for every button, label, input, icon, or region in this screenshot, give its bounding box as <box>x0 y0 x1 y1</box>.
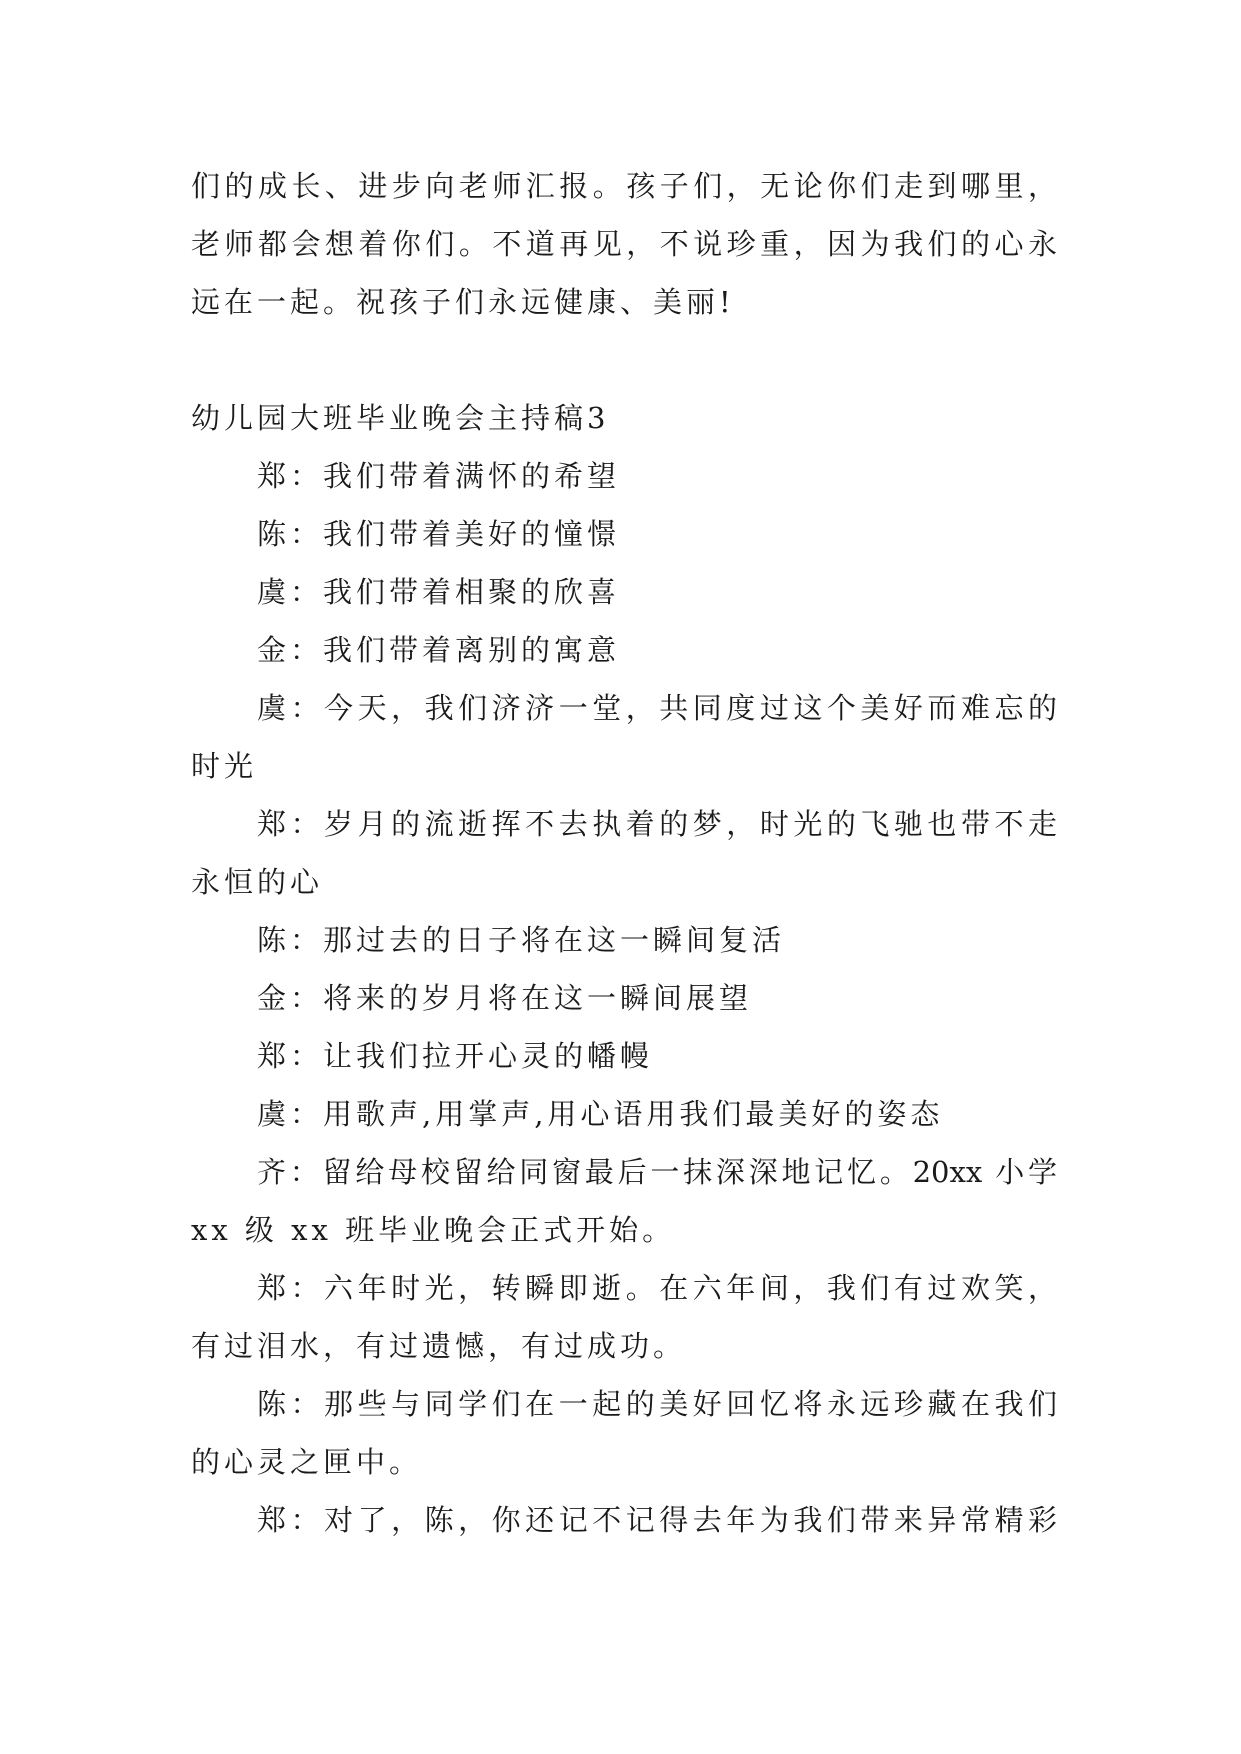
paragraph-spacer <box>191 331 1057 389</box>
dialogue-line: 虞：今天，我们济济一堂，共同度过这个美好而难忘的 <box>257 691 1057 725</box>
dialogue-line-continued: 有过泪水，有过遗憾，有过成功。 <box>191 1329 687 1363</box>
dialogue-line: 虞：我们带着相聚的欣喜 <box>257 575 621 609</box>
dialogue-line: 郑：我们带着满怀的希望 <box>257 459 621 493</box>
dialogue-line: 齐：留给母校留给同窗最后一抹深深地记忆。20xx 小学 <box>257 1155 1057 1189</box>
dialogue-line: 金：将来的岁月将在这一瞬间展望 <box>257 981 753 1015</box>
dialogue-line: 金：我们带着离别的寓意 <box>257 633 621 667</box>
dialogue-line-continued: 的心灵之匣中。 <box>191 1445 423 1479</box>
dialogue-line: 虞：用歌声,用掌声,用心语用我们最美好的姿态 <box>257 1097 944 1131</box>
paragraph-line: 远在一起。祝孩子们永远健康、美丽! <box>191 285 735 319</box>
dialogue-line-continued: 永恒的心 <box>191 865 324 899</box>
dialogue-line: 陈：那些与同学们在一起的美好回忆将永远珍藏在我们 <box>257 1387 1057 1421</box>
dialogue-line-continued: 时光 <box>191 749 258 783</box>
section-title: 幼儿园大班毕业晚会主持稿3 <box>191 401 610 435</box>
dialogue-line: 郑：对了，陈，你还记不记得去年为我们带来异常精彩 <box>257 1503 1057 1537</box>
dialogue-line: 陈：那过去的日子将在这一瞬间复活 <box>257 923 786 957</box>
dialogue-line: 郑：让我们拉开心灵的幡幔 <box>257 1039 654 1073</box>
dialogue-line: 郑：六年时光，转瞬即逝。在六年间，我们有过欢笑， <box>257 1271 1057 1305</box>
paragraph-line: 们的成长、进步向老师汇报。孩子们，无论你们走到哪里， <box>191 169 1057 203</box>
paragraph-line: 老师都会想着你们。不道再见，不说珍重，因为我们的心永 <box>191 227 1057 261</box>
dialogue-line: 郑：岁月的流逝挥不去执着的梦，时光的飞驰也带不走 <box>257 807 1057 841</box>
document-page <box>191 157 1057 1549</box>
dialogue-line-continued: xx 级 xx 班毕业晚会正式开始。 <box>191 1213 676 1247</box>
dialogue-line: 陈：我们带着美好的憧憬 <box>257 517 621 551</box>
